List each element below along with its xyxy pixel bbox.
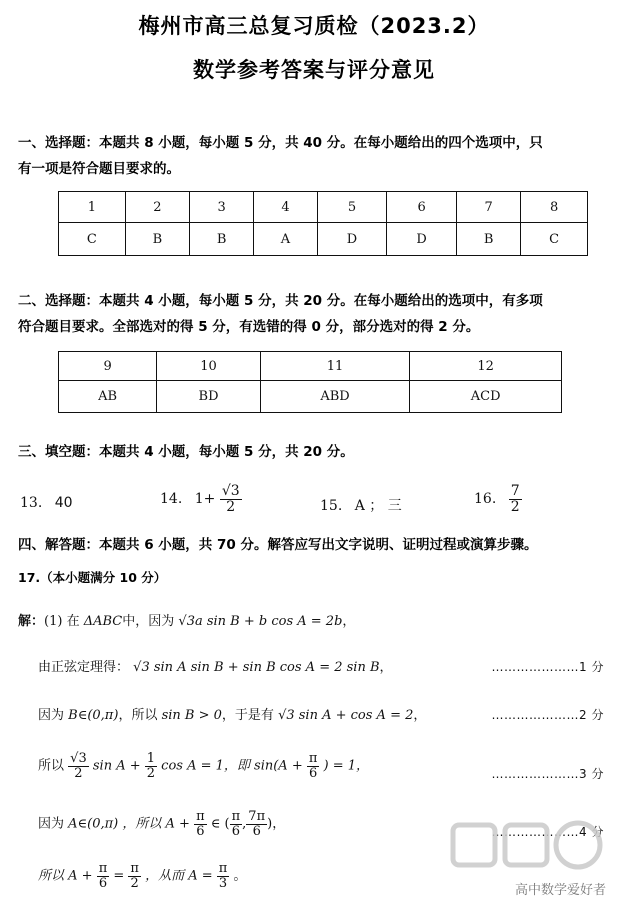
sol-l5-f1d: 6 — [196, 823, 205, 839]
q13-number: 13. — [20, 495, 43, 511]
sol-l6-pre: 所以 A + — [38, 868, 93, 884]
section2-line1: 二、选择题：本题共 4 小题，每小题 5 分，共 20 分。在每小题给出的选项中，有多项 — [18, 293, 543, 309]
sol-l3-pos: sin B > 0 — [161, 708, 222, 723]
section1-answer-cell-6: D — [387, 223, 457, 256]
q14-denominator: 2 — [226, 498, 236, 515]
section1-number-cell-4: 4 — [254, 192, 317, 223]
sol-l4-frac3 — [307, 752, 320, 780]
sol-l5-f3n: 7π — [248, 809, 266, 824]
section1-answer-row — [59, 223, 588, 256]
section1-answer-cell-1: C — [59, 223, 126, 256]
sol-l2-pre: 由正弦定理得： — [38, 660, 130, 675]
section1-instructions — [18, 130, 613, 182]
section2-number-cell-2: 10 — [157, 352, 260, 381]
section3-instructions: 三、填空题：本题共 4 小题，每小题 5 分，共 20 分。 — [18, 444, 354, 460]
section2-instructions — [18, 288, 613, 340]
sol-l5-frac2 — [230, 810, 243, 838]
section1-answer-cell-3: B — [190, 223, 254, 256]
q16-number: 16. — [474, 491, 497, 508]
q14-number: 14. — [160, 491, 183, 508]
sol-l4-frac2 — [145, 752, 157, 780]
sol-l6-eq: = — [113, 868, 125, 884]
section1-number-cell-5: 5 — [317, 192, 387, 223]
sol-l4-f3d: 6 — [308, 765, 318, 781]
solution-line1 — [18, 610, 355, 629]
sol-l4-end: ) = 1， — [323, 758, 370, 774]
sol-l5-frac3 — [246, 810, 267, 838]
sol-l5-pre: 因为 — [38, 816, 65, 832]
section2-number-row — [59, 352, 562, 381]
section2-number-cell-4: 12 — [410, 352, 562, 381]
q16-fraction — [509, 484, 522, 514]
section1-answer-cell-7: B — [456, 223, 520, 256]
q14-fraction — [220, 484, 242, 514]
sol-l4-f1n: √3 — [70, 751, 87, 766]
section2-number-cell-1: 9 — [59, 352, 157, 381]
sol-l3-cond: B∈(0,π) — [68, 708, 119, 723]
sol-l1-triangle: ΔABC — [83, 614, 123, 629]
section1-number-cell-2: 2 — [125, 192, 189, 223]
section2-answer-table — [58, 351, 562, 413]
score-1: …………………1 分 — [491, 660, 604, 674]
q14-prefix: 1+ — [194, 491, 216, 508]
section1-answer-cell-8: C — [521, 223, 588, 256]
sol-l6-frac2 — [128, 862, 141, 890]
sol-l3-end: ， — [413, 708, 427, 723]
sol-l3-pre: 因为 — [38, 708, 65, 723]
sol-l5-f2n: π — [231, 809, 241, 824]
sol-l5-frac1 — [194, 810, 207, 838]
sol-l4-mid: sin A + — [92, 758, 141, 774]
sol-l1-end: ， — [342, 614, 356, 629]
sol-l1-pre: (1) 在 — [44, 614, 80, 629]
q15-answer: A ； 三 — [354, 498, 402, 514]
sol-l6-f2n: π — [130, 861, 139, 876]
sol-l6-frac1 — [97, 862, 110, 890]
solution-label: 解： — [18, 614, 45, 629]
sol-l3-mid2: ，于是有 — [221, 708, 274, 723]
sol-l2-equation: √3 sin A sin B + sin B cos A = 2 sin B — [133, 660, 380, 675]
document-title: 梅州市高三总复习质检（2023.2） — [138, 14, 490, 38]
q14-numerator: √3 — [221, 483, 240, 499]
sol-l6-f1d: 6 — [98, 875, 108, 891]
section2-answer-cell-1: AB — [59, 381, 157, 413]
sol-l4-f3n: π — [308, 751, 318, 766]
section1-number-cell-3: 3 — [190, 192, 254, 223]
sol-l5-mid2: ∈ ( — [210, 816, 230, 832]
sol-l5-f1n: π — [196, 809, 205, 824]
section1-answer-table — [58, 191, 588, 256]
sol-l4-pre: 所以 — [38, 758, 65, 774]
sol-l5-cond: A∈(0,π) — [68, 816, 119, 832]
sol-l6-mid: ，从而 A = — [145, 868, 213, 884]
q16-numerator: 7 — [510, 483, 520, 499]
section1-number-cell-8: 8 — [521, 192, 588, 223]
q17-title: 17.（本小题满分 10 分） — [18, 570, 167, 585]
section2-answer-cell-2: BD — [157, 381, 260, 413]
section2-line2: 符合题目要求。全部选对的得 5 分，有选错的得 0 分，部分选对的得 2 分。 — [18, 319, 480, 335]
section1-number-cell-7: 7 — [456, 192, 520, 223]
sol-l4-f2n: 1 — [146, 751, 156, 766]
section2-number-cell-3: 11 — [260, 352, 410, 381]
q16-denominator: 2 — [510, 498, 520, 515]
section1-answer-cell-2: B — [125, 223, 189, 256]
section1-answer-cell-4: A — [254, 223, 317, 256]
sol-l5-f3d: 6 — [252, 823, 261, 839]
sol-l6-frac3 — [217, 862, 230, 890]
fill-q13 — [20, 495, 73, 511]
sol-l6-end: 。 — [233, 868, 247, 884]
section4-instructions: 四、解答题：本题共 6 小题，共 70 分。解答应写出文字说明、证明过程或演算步骤。 — [18, 537, 538, 553]
section1-line2: 有一项是符合题目要求的。 — [18, 161, 180, 177]
sol-l5-end: )， — [267, 816, 286, 832]
sol-l3-equation: √3 sin A + cos A = 2 — [278, 708, 414, 723]
q13-answer: 40 — [54, 495, 73, 511]
sol-l4-frac1 — [68, 752, 89, 780]
sol-l6-f3n: π — [218, 861, 228, 876]
q15-number: 15. — [320, 498, 343, 514]
sol-l6-f2d: 2 — [130, 875, 139, 891]
section1-line1: 一、选择题：本题共 8 小题，每小题 5 分，共 40 分。在每小题给出的四个选项中，只 — [18, 135, 543, 151]
sol-l5-f2d: 6 — [231, 823, 241, 839]
sol-l4-f1d: 2 — [74, 765, 83, 781]
fill-q15 — [320, 495, 402, 515]
document-subtitle: 数学参考答案与评分意见 — [193, 58, 435, 82]
score-4: …………………4 分 — [491, 825, 604, 839]
section2-answer-cell-3: ABD — [260, 381, 410, 413]
sol-l4-mid2: cos A = 1，即 sin(A + — [161, 758, 303, 774]
score-2: …………………2 分 — [491, 708, 604, 722]
section1-answer-cell-5: D — [317, 223, 387, 256]
sol-l1-equation: √3a sin B + b cos A = 2b — [178, 614, 343, 629]
sol-l2-end: ， — [379, 660, 393, 675]
score-3: …………………3 分 — [491, 767, 604, 781]
sol-l6-f1n: π — [98, 861, 108, 876]
section1-number-cell-1: 1 — [59, 192, 126, 223]
sol-l1-mid: 中，因为 — [122, 614, 175, 629]
fill-q14 — [160, 484, 242, 514]
section2-answer-row — [59, 381, 562, 413]
sol-l5-comma: , — [242, 816, 247, 832]
sol-l4-f2d: 2 — [146, 765, 156, 781]
fill-q16 — [474, 484, 522, 514]
section1-number-row — [59, 192, 588, 223]
sol-l5-mid: ，所以 A + — [122, 816, 190, 832]
sol-l3-mid: ，所以 — [118, 708, 158, 723]
section1-number-cell-6: 6 — [387, 192, 457, 223]
section2-answer-cell-4: ACD — [410, 381, 562, 413]
watermark-text: 高中数学爱好者 — [514, 883, 606, 898]
sol-l6-f3d: 3 — [218, 875, 228, 891]
